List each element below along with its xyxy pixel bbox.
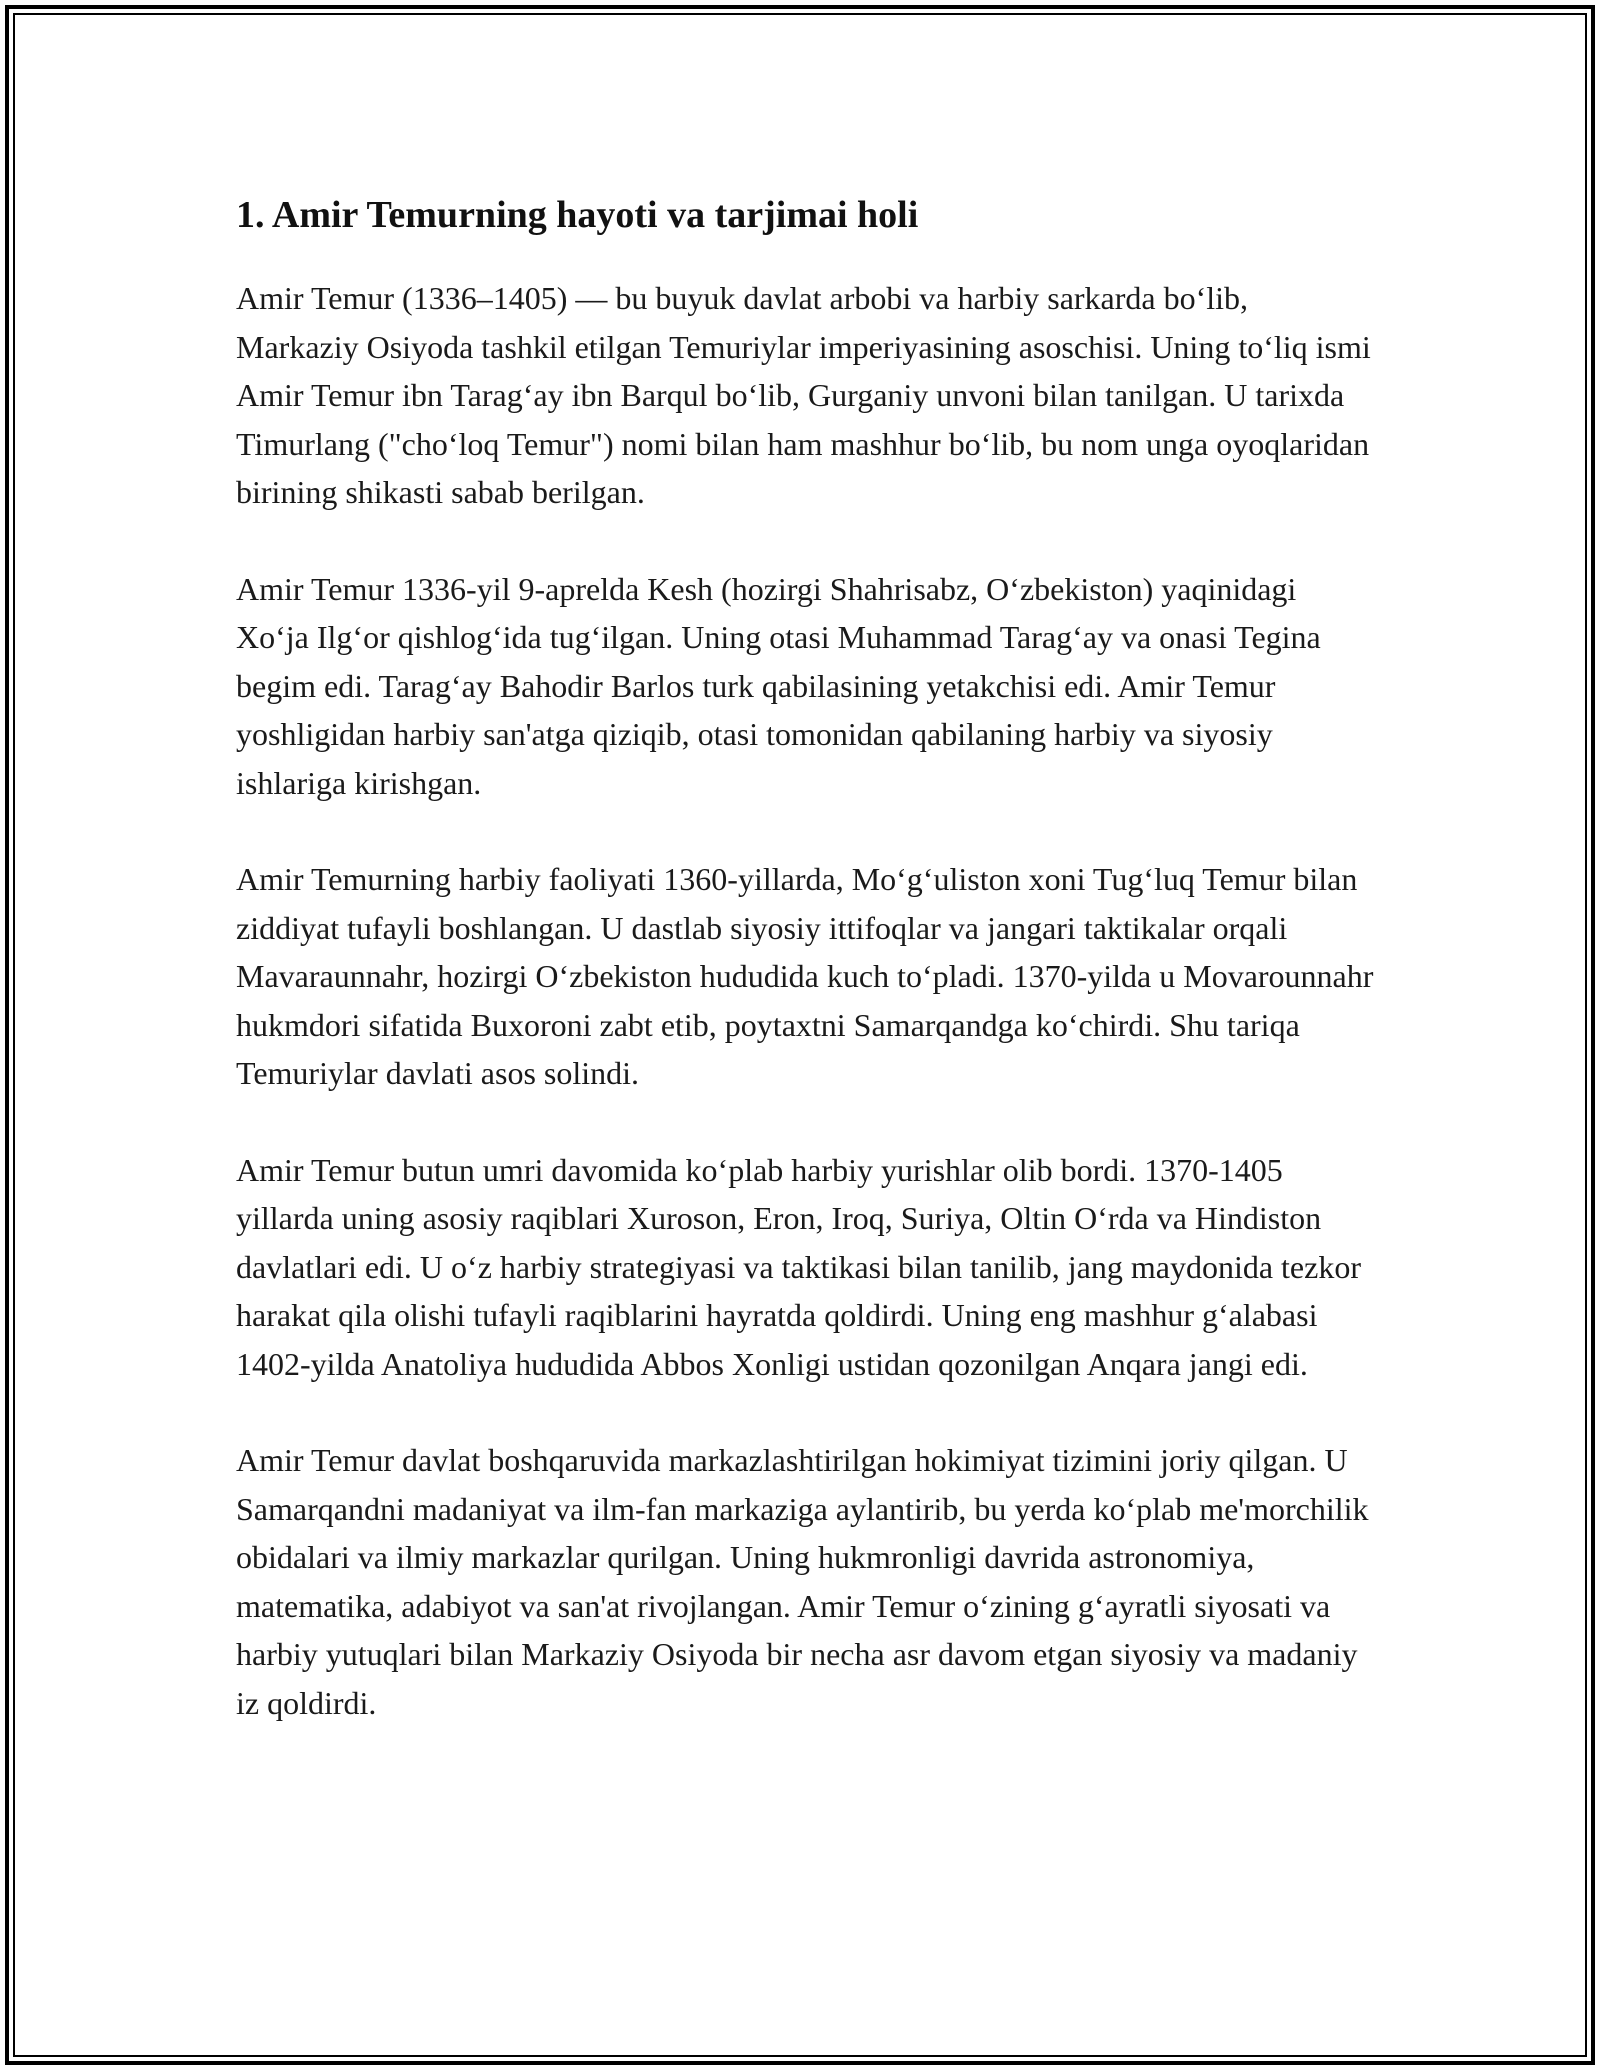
paragraph-4: Amir Temur butun umri davomida ko‘plab harbiy yurishlar olib bordi. 1370-1405 yillarda uning asosiy raqiblari Xuroson, Eron, Iroq, Suriya, Oltin O‘rda va Hindiston davlatlari edi. U o‘z harbiy strategiyasi va taktikasi bilan tanilib, jang maydonida tezkor harakat qila olishi tufayli raqiblarini hayratda qoldirdi. Uning eng mashhur g‘alabasi 1402-yilda Anatoliya hududida Abbos Xonligi ustidan qozonilgan Anqara jangi edi.	[236, 1151, 1361, 1382]
section-heading: 1. Amir Temurning hayoti va tarjimai holi	[236, 194, 919, 236]
paragraph-1: Amir Temur (1336–1405) — bu buyuk davlat arbobi va harbiy sarkarda bo‘lib, Markaziy Osiyoda tashkil etilgan Temuriylar imperiyasining asoschisi. Uning to‘liq ismi Amir Temur ibn Tarag‘ay ibn Barqul bo‘lib, Gurganiy unvoni bilan tanilgan. U tarixda Timurlang ("cho‘loq Temur") nomi bilan ham mashhur bo‘lib, bu nom unga oyoqlaridan birining shikasti sabab berilgan.	[236, 280, 1371, 510]
paragraph-5: Amir Temur davlat boshqaruvida markazlashtirilgan hokimiyat tizimini joriy qilgan. U Samarqandni madaniyat va ilm-fan markaziga aylantirib, bu yerda ko‘plab me'morchilik obidalari va ilmiy markazlar qurilgan. Uning hukmronligi davrida astronomiya, matematika, adabiyot va san'at rivojlangan. Amir Temur o‘zining g‘ayratli siyosati va harbiy yutuqlari bilan Markaziy Osiyoda bir necha asr davom etgan siyosiy va madaniy iz qoldirdi.	[236, 1442, 1369, 1721]
paragraph-2: Amir Temur 1336-yil 9-aprelda Kesh (hozirgi Shahrisabz, O‘zbekiston) yaqinidagi Xo‘ja Ilg‘or qishlog‘ida tug‘ilgan. Uning otasi Muhammad Tarag‘ay va onasi Tegina begim edi. Tarag‘ay Bahodir Barlos turk qabilasining yetakchisi edi. Amir Temur yoshligidan harbiy san'atga qiziqib, otasi tomonidan qabilaning harbiy va siyosiy ishlariga kirishgan.	[236, 570, 1321, 801]
document-body	[236, 184, 1376, 1775]
paragraph-3: Amir Temurning harbiy faoliyati 1360-yillarda, Mo‘g‘uliston xoni Tug‘luq Temur bilan ziddiyat tufayli boshlangan. U dastlab siyosiy ittifoqlar va jangari taktikalar orqali Mavaraunnahr, hozirgi O‘zbekiston hududida kuch to‘pladi. 1370-yilda u Movarounnahr hukmdori sifatida Buxoroni zabt etib, poytaxtni Samarqandga ko‘chirdi. Shu tariqa Temuriylar davlati asos solindi.	[236, 861, 1374, 1091]
